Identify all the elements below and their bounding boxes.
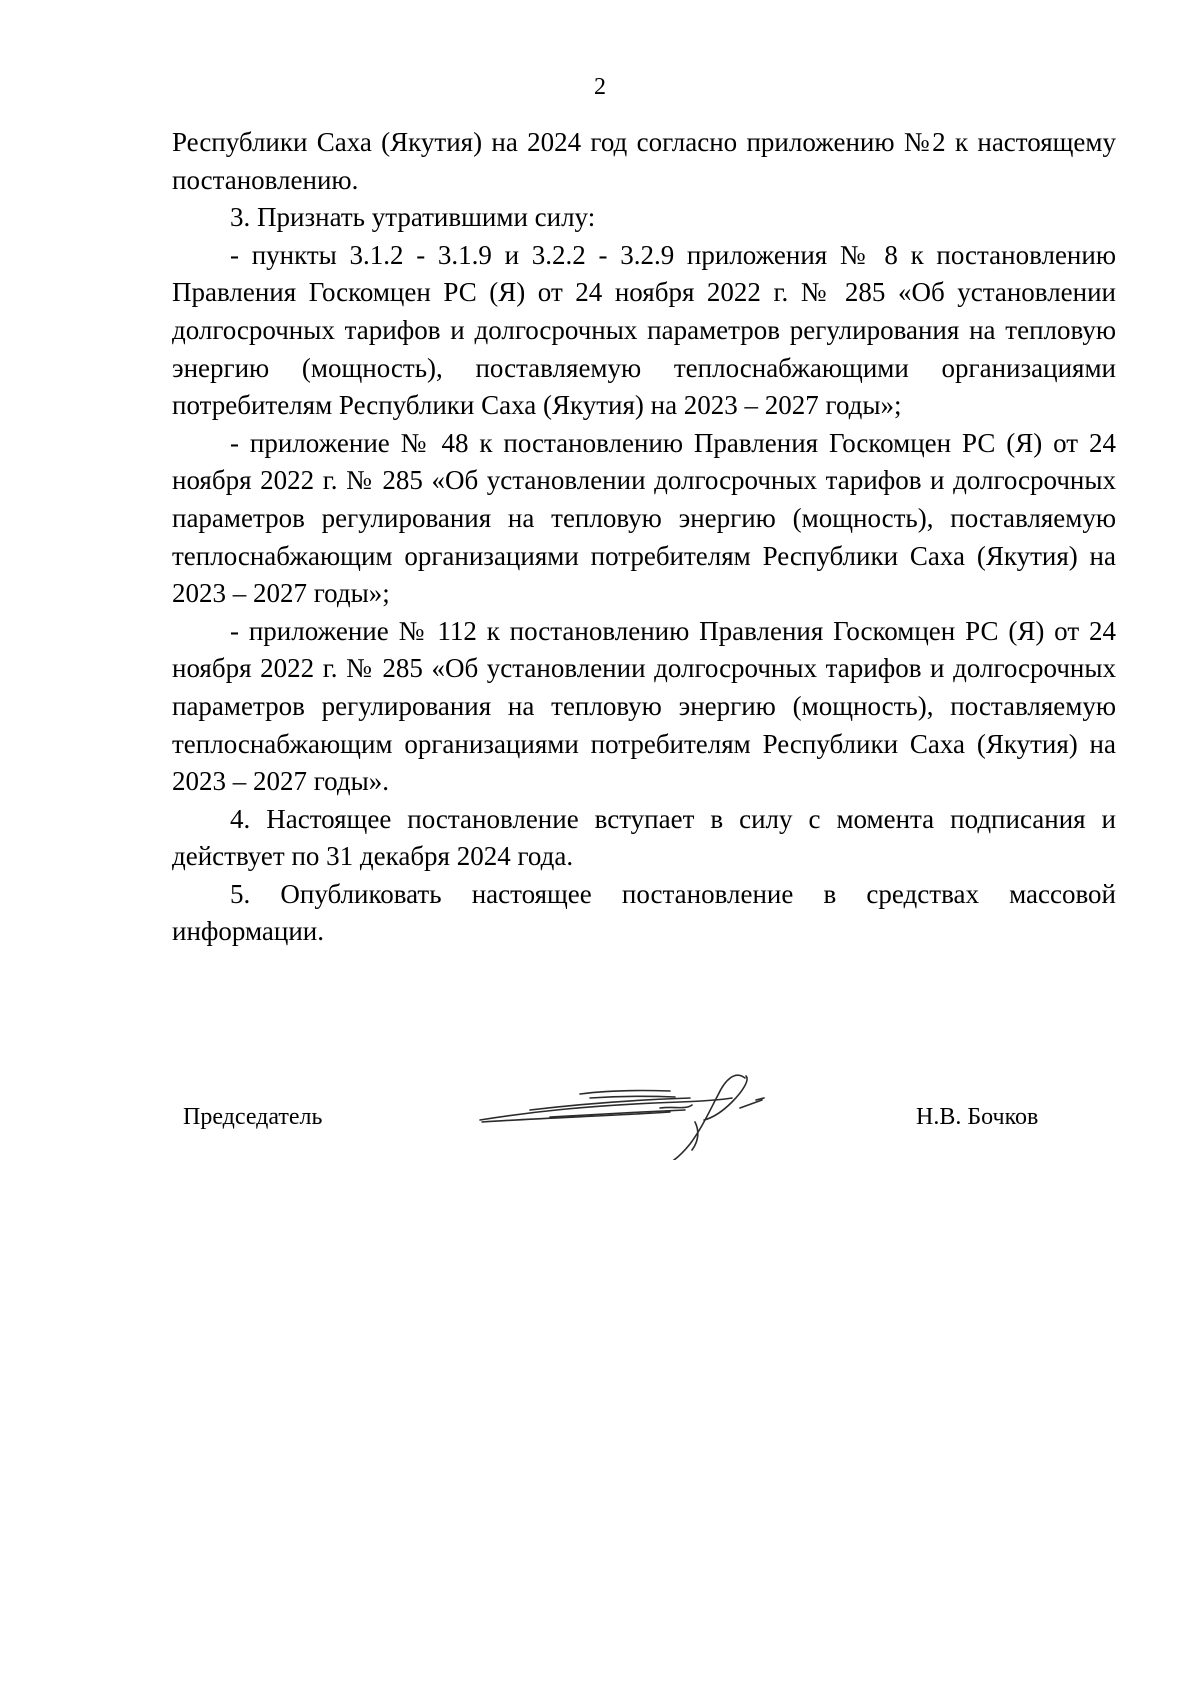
paragraph-6: 4. Настоящее постановление вступает в силу с момента подписания и действует по 31 декабря 2024 года. <box>172 803 1116 872</box>
page-number: 2 <box>594 74 606 100</box>
paragraph-5: - приложение № 112 к постановлению Правления Госкомцен РС (Я) от 24 ноября 2022 г. № 285 «Об установлении долгосрочных тарифов и долгосрочных параметров регулирования на тепловую энергию (мощность), поставляемую теплоснабжающим организациями потребителям Республики Саха (Якутия) на 2023 – 2027 годы». <box>172 615 1116 797</box>
signature-block <box>0 1040 1200 1160</box>
handwritten-signature <box>470 1050 780 1160</box>
paragraph-7: 5. Опубликовать настоящее постановление в средствах массовой информации. <box>172 878 1116 947</box>
document-body <box>172 124 1116 951</box>
paragraph-2: 3. Признать утратившими силу: <box>230 202 596 233</box>
signatory-title: Председатель <box>183 1104 323 1130</box>
paragraph-3: - пункты 3.1.2 - 3.1.9 и 3.2.2 - 3.2.9 приложения № 8 к постановлению Правления Госкомцен РС (Я) от 24 ноября 2022 г. № 285 «Об установлении долгосрочных тарифов и долгосрочных параметров регулирования на тепловую энергию (мощность), поставляемую теплоснабжающими организациями потребителям Республики Саха (Якутия) на 2023 – 2027 годы»; <box>172 239 1116 421</box>
paragraph-1: Республики Саха (Якутия) на 2024 год согласно приложению №2 к настоящему постановлению. <box>172 127 1116 195</box>
signatory-name: Н.В. Бочков <box>916 1104 1039 1130</box>
paragraph-4: - приложение № 48 к постановлению Правления Госкомцен РС (Я) от 24 ноября 2022 г. № 285 «Об установлении долгосрочных тарифов и долгосрочных параметров регулирования на тепловую энергию (мощность), поставляемую теплоснабжающим организациями потребителям Республики Саха (Якутия) на 2023 – 2027 годы»; <box>172 427 1116 609</box>
